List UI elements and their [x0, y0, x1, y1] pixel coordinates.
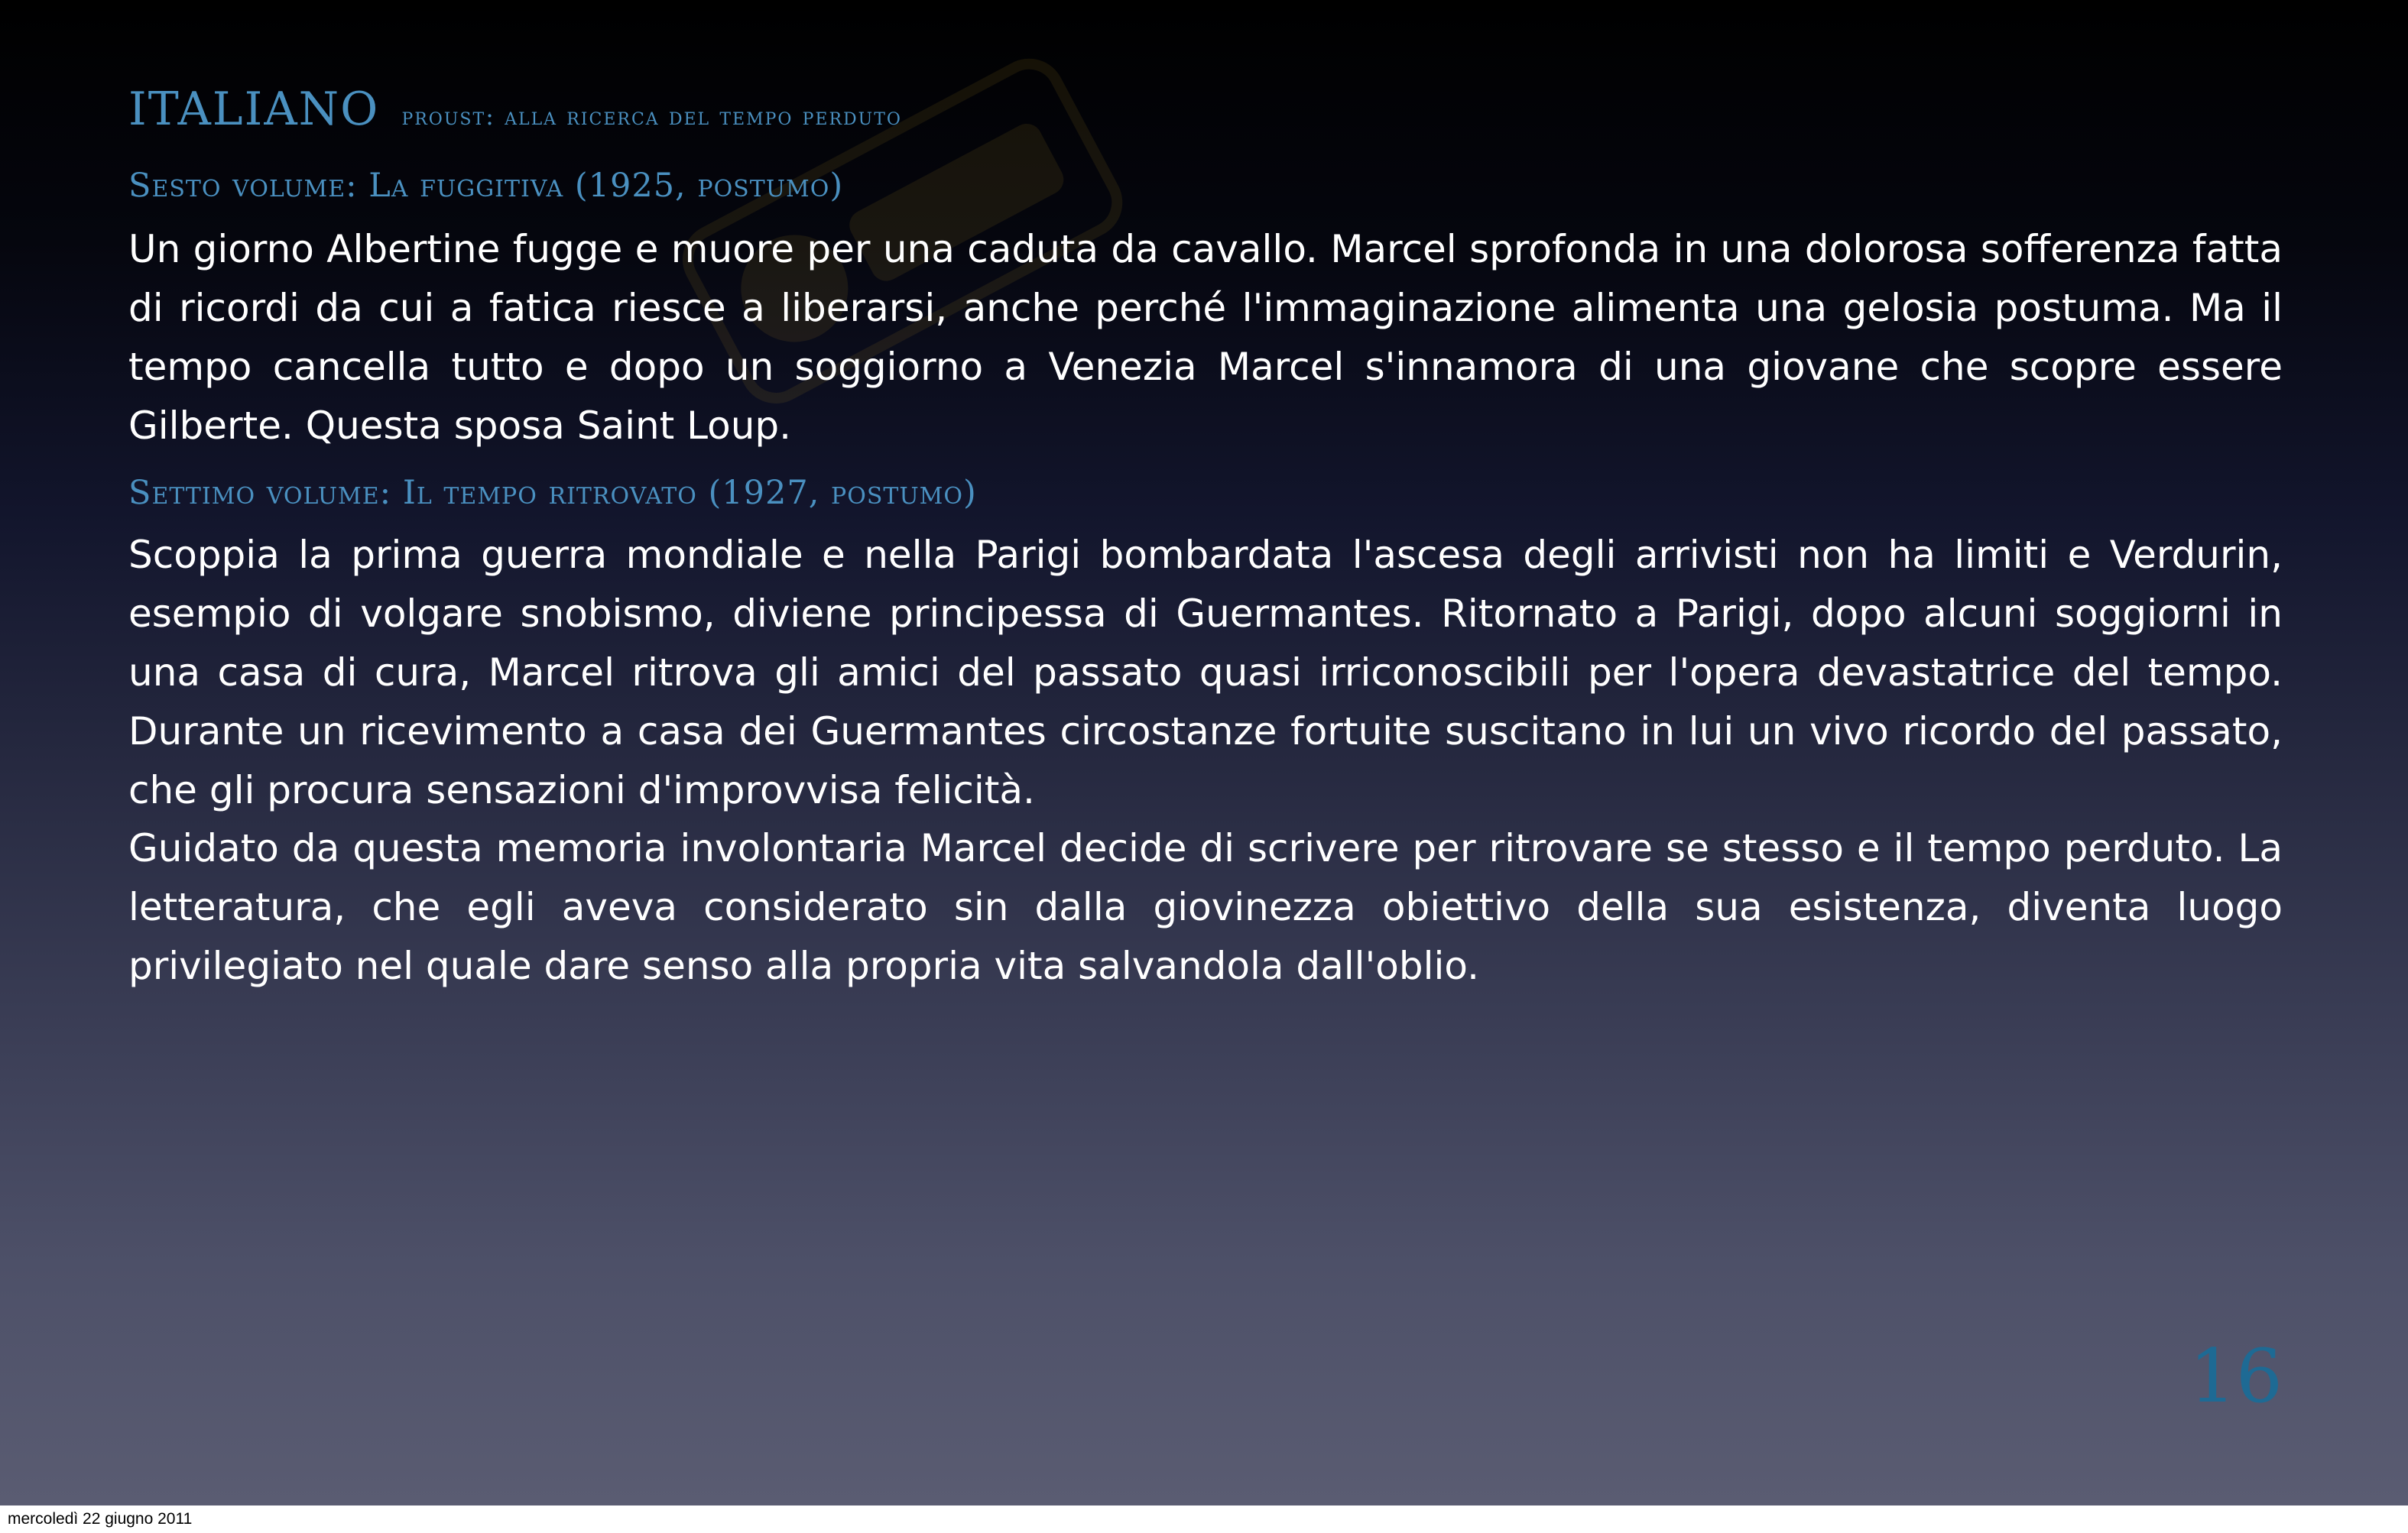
- topic-subtitle: proust: alla ricerca del tempo perduto: [401, 102, 902, 131]
- volume-summary-settimo: Scoppia la prima guerra mondiale e nella Parigi bombardata l'ascesa degli arrivisti non ha limiti e Verdurin, esempio di volgare snobismo, diviene principessa di Guermantes. Ritornato a Parigi, dopo alcuni soggiorni in una casa di cura, Marcel ritrova gli amici del passato quasi irriconoscibili per l'opera devastatrice del tempo. Durante un ricevimento a casa dei Guermantes circostanze fortuite suscitano in lui un vivo ricordo del passato, che gli procura sensazioni d'improvvisa felicità.: [128, 533, 2283, 812]
- print-date: mercoledì 22 giugno 2011: [8, 1510, 193, 1528]
- subject-title: ITALIANO: [128, 83, 380, 136]
- volume-heading-sesto: Sesto volume: La fuggitiva (1925, postumo): [128, 167, 844, 205]
- slide-header: [128, 83, 902, 136]
- page-number: 16: [2189, 1334, 2283, 1419]
- volume-summary-settimo-continued: Guidato da questa memoria involontaria Marcel decide di scrivere per ritrovare se stesso e il tempo perduto. La letteratura, che egli aveva considerato sin dalla giovinezza obiettivo della sua esistenza, diventa luogo privilegiato nel quale dare senso alla propria vita salvandola dall'oblio.: [128, 826, 2283, 988]
- volume-heading-settimo: Settimo volume: Il tempo ritrovato (1927, postumo): [128, 474, 977, 512]
- volume-summary-sesto: Un giorno Albertine fugge e muore per una caduta da cavallo. Marcel sprofonda in una dolorosa sofferenza fatta di ricordi da cui a fatica riesce a liberarsi, anche perché l'immaginazione alimenta una gelosia postuma. Ma il tempo cancella tutto e dopo un soggiorno a Venezia Marcel s'innamora di una giovane che scopre essere Gilberte. Questa sposa Saint Loup.: [128, 227, 2283, 448]
